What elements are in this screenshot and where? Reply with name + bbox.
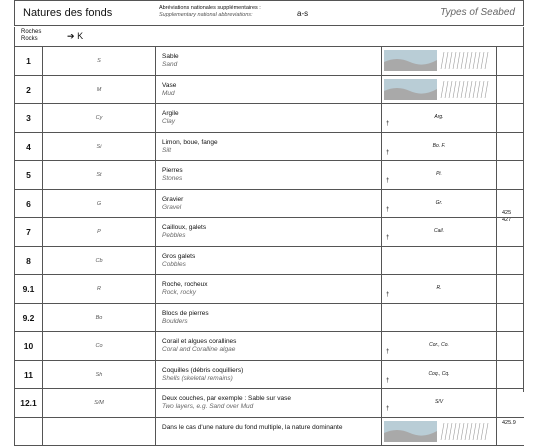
row-description-fr: Coquilles (débris coquilliers)	[162, 367, 381, 375]
row-symbol	[382, 190, 497, 218]
row-description	[156, 247, 382, 275]
row-symbol	[382, 389, 497, 417]
row-abbreviation: S	[43, 47, 156, 75]
row-abbreviation: Bo	[43, 304, 156, 332]
row-number: 11	[14, 361, 43, 389]
table-row	[14, 190, 524, 219]
row-symbol	[382, 247, 497, 275]
row-description-fr: Pierres	[162, 167, 381, 175]
row-description-en: Pebbles	[162, 232, 381, 240]
row-description-fr: Limon, boue, fange	[162, 139, 381, 147]
row-description	[156, 361, 382, 389]
row-number: 2	[14, 76, 43, 104]
row-description	[156, 190, 382, 218]
dagger-mark: †	[386, 349, 389, 355]
seabed-hatch-symbol-icon	[439, 79, 494, 100]
row-description-fr: Vase	[162, 82, 381, 90]
row-symbol	[382, 275, 497, 303]
table-row	[14, 76, 524, 105]
row-number: 10	[14, 332, 43, 360]
row-description-fr: Blocs de pierres	[162, 310, 381, 318]
row-description-en: Rock, rocky	[162, 289, 381, 297]
table-row	[14, 304, 524, 333]
row-description-fr: Roche, rocheux	[162, 281, 381, 289]
row-symbol	[382, 418, 497, 446]
table-row	[14, 247, 524, 276]
row-description-fr: Gravier	[162, 196, 381, 204]
row-description-en: Two layers, e.g. Sand over Mud	[162, 403, 381, 411]
abbreviation-note	[159, 5, 261, 19]
row-description-fr: Argile	[162, 110, 381, 118]
reference-number: 425 427	[502, 210, 511, 224]
row-abbreviation	[43, 418, 156, 446]
rocks-label-en: Rocks	[21, 36, 38, 42]
page-title-en: Types of Seabed	[440, 7, 515, 18]
row-description-en: Gravel	[162, 204, 381, 212]
row-symbol	[382, 47, 497, 75]
row-abbreviation: P	[43, 218, 156, 246]
row-abbreviation: R	[43, 275, 156, 303]
row-symbol-text: Gr.	[382, 200, 496, 206]
row-description	[156, 275, 382, 303]
row-number: 7	[14, 218, 43, 246]
row-description	[156, 133, 382, 161]
row-number	[14, 418, 43, 446]
row-description-en: Mud	[162, 90, 381, 98]
row-description-fr: Dans le cas d'une nature du fond multiple, la nature dominante	[162, 424, 381, 432]
table-row	[14, 275, 524, 304]
table-row	[14, 361, 524, 390]
row-abbreviation: Sh	[43, 361, 156, 389]
dagger-mark: †	[386, 406, 389, 412]
dagger-mark: †	[386, 207, 389, 213]
row-description-fr: Cailloux, galets	[162, 224, 381, 232]
row-description-en: Shells (skeletal remains)	[162, 375, 381, 383]
rocks-symbol-text: K	[77, 31, 83, 41]
row-number: 3	[14, 104, 43, 132]
row-symbol-text: R.	[382, 285, 496, 291]
seabed-color-symbol-icon	[384, 79, 437, 100]
row-symbol-text: Arg.	[382, 114, 496, 120]
row-abbreviation: Co	[43, 332, 156, 360]
seabed-color-symbol-icon	[384, 421, 437, 442]
row-symbol-text: Cor., Co.	[382, 342, 496, 348]
row-number: 9.1	[14, 275, 43, 303]
rocks-row	[14, 27, 524, 47]
row-abbreviation: Cy	[43, 104, 156, 132]
rocks-label	[21, 29, 41, 43]
row-description-en: Coral and Coralline algae	[162, 346, 381, 354]
table-row	[14, 47, 524, 76]
row-symbol	[382, 304, 497, 332]
table-row	[14, 218, 524, 247]
row-description	[156, 47, 382, 75]
row-number: 12.1	[14, 389, 43, 417]
abbreviation-note-fr: Abréviations nationales supplémentaires :	[159, 5, 261, 11]
row-description	[156, 332, 382, 360]
table-row	[14, 389, 524, 418]
seabed-hatch-symbol-icon	[439, 421, 494, 442]
row-description-en: Stones	[162, 175, 381, 183]
row-symbol-text: S/V	[382, 399, 496, 405]
dagger-mark: †	[386, 292, 389, 298]
row-number: 1	[14, 47, 43, 75]
row-description-en: Silt	[162, 147, 381, 155]
row-description	[156, 418, 382, 446]
row-symbol	[382, 161, 497, 189]
row-symbol	[382, 332, 497, 360]
row-symbol	[382, 218, 497, 246]
row-description-fr: Corail et algues corallines	[162, 338, 381, 346]
row-abbreviation: Cb	[43, 247, 156, 275]
row-abbreviation: S/M	[43, 389, 156, 417]
page-title: Natures des fonds	[23, 7, 112, 19]
table-row	[14, 332, 524, 361]
row-number: 4	[14, 133, 43, 161]
row-abbreviation: G	[43, 190, 156, 218]
row-description	[156, 161, 382, 189]
row-symbol	[382, 361, 497, 389]
row-description-en: Sand	[162, 61, 381, 69]
chart-legend-page	[14, 0, 526, 432]
row-abbreviation: St	[43, 161, 156, 189]
row-symbol-text: Coq., Cq.	[382, 371, 496, 377]
dagger-mark: †	[386, 121, 389, 127]
row-symbol	[382, 104, 497, 132]
row-description-en: Cobbles	[162, 261, 381, 269]
table-row	[14, 104, 524, 133]
dagger-mark: †	[386, 150, 389, 156]
row-description	[156, 218, 382, 246]
row-description-en: Boulders	[162, 318, 381, 326]
row-symbol	[382, 133, 497, 161]
row-description	[156, 104, 382, 132]
row-symbol-text: Pi.	[382, 171, 496, 177]
seabed-color-symbol-icon	[384, 50, 437, 71]
table-header	[14, 0, 524, 26]
dagger-mark: †	[386, 178, 389, 184]
row-symbol-text: Cail.	[382, 228, 496, 234]
row-abbreviation: Si	[43, 133, 156, 161]
row-number: 5	[14, 161, 43, 189]
reference-number-bottom: 425.9	[502, 420, 516, 427]
dagger-mark: †	[386, 378, 389, 384]
abbreviation-code: a-s	[297, 9, 308, 18]
row-description-fr: Gros galets	[162, 253, 381, 261]
row-description-fr: Deux couches, par exemple : Sable sur vase	[162, 395, 381, 403]
row-symbol	[382, 76, 497, 104]
row-description	[156, 76, 382, 104]
seabed-hatch-symbol-icon	[439, 50, 494, 71]
row-number: 8	[14, 247, 43, 275]
row-number: 6	[14, 190, 43, 218]
rocks-symbol	[67, 31, 83, 42]
abbreviation-note-en: Supplementary national abbreviations:	[159, 12, 253, 18]
row-number: 9.2	[14, 304, 43, 332]
rocks-label-fr: Roches	[21, 29, 41, 35]
table-row	[14, 161, 524, 190]
arrow-right-icon: ➔	[67, 31, 75, 41]
row-symbol-text: Bo. F.	[382, 143, 496, 149]
row-description	[156, 389, 382, 417]
row-description	[156, 304, 382, 332]
dagger-mark: †	[386, 235, 389, 241]
row-abbreviation: M	[43, 76, 156, 104]
row-description-en: Clay	[162, 118, 381, 126]
table-row	[14, 133, 524, 162]
row-description-fr: Sable	[162, 53, 381, 61]
